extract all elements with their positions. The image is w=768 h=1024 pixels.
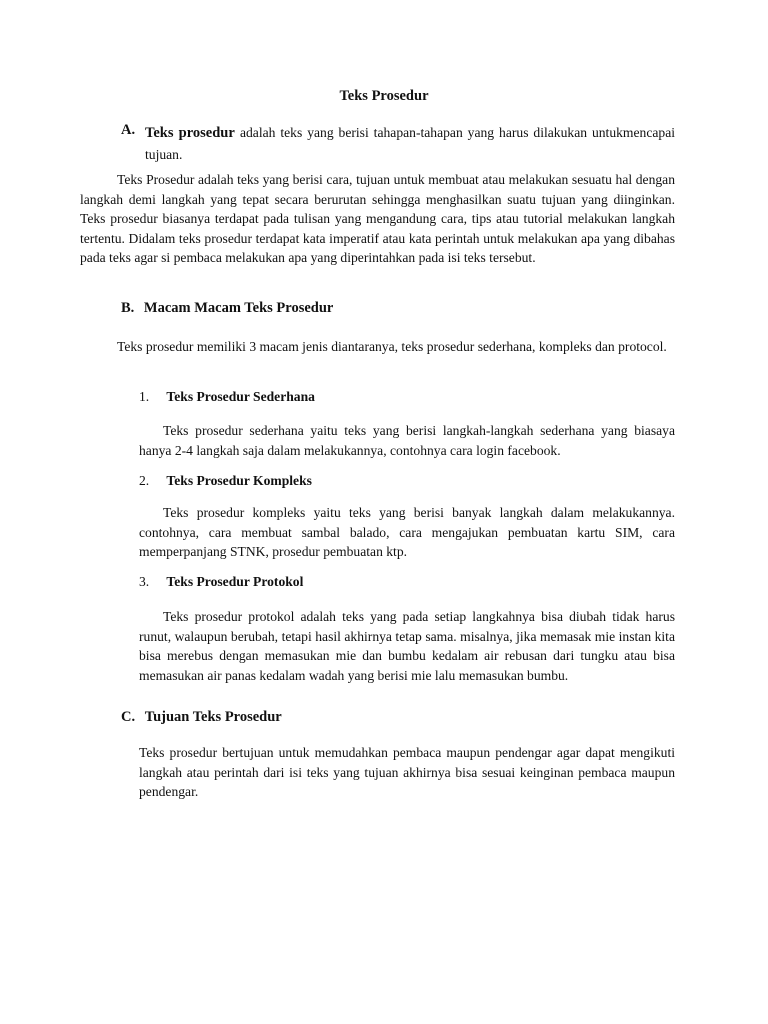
list-item-1-number: 1. bbox=[139, 389, 150, 404]
document-title: Teks Prosedur bbox=[339, 88, 429, 104]
list-item-3-heading bbox=[139, 574, 303, 590]
list-item-2-text: Teks prosedur kompleks yaitu teks yang berisi banyak langkah dalam melakukannya. contohnya, cara membuat sambal balado, cara mengajukan pembuatan kartu SIM, cara memperpanjang STNK, prosedur pembuatan ktp. bbox=[139, 505, 675, 560]
section-c-paragraph: Teks prosedur bertujuan untuk memudahkan pembaca maupun pendengar agar dapat mengikuti langkah atau perintah dari isi teks yang tujuan akhirnya bisa sesuai keinginan pembaca maupun pendengar. bbox=[139, 745, 675, 800]
section-a-definition: adalah teks yang berisi tahapan-tahapan yang harus dilakukan untukmencapai tujuan. bbox=[145, 125, 676, 162]
section-b-heading bbox=[121, 300, 333, 317]
section-c-title: Tujuan Teks Prosedur bbox=[144, 709, 282, 725]
list-item-3-text: Teks prosedur protokol adalah teks yang pada setiap langkahnya bisa diubah tidak harus runut, walaupun berubah, tetapi hasil akhirnya tetap sama. misalnya, jika memasak mie instan kita bisa merebus dengan memasukan mie dan bumbu kedalam air rebusan dari tungku atau bisa memasukan air panas kedalam wadah yang berisi mie lalu memasukan bumbu. bbox=[139, 609, 675, 683]
section-a-term: Teks prosedur bbox=[145, 125, 235, 141]
section-a-letter: A. bbox=[121, 122, 136, 138]
list-item-2-number: 2. bbox=[139, 473, 150, 488]
section-c-heading bbox=[121, 709, 282, 726]
section-b-letter: B. bbox=[121, 300, 135, 316]
section-b-paragraph: Teks prosedur memiliki 3 macam jenis diantaranya, teks prosedur sederhana, kompleks dan protocol. bbox=[117, 339, 667, 354]
section-a bbox=[121, 122, 675, 166]
list-item-2-label: Teks Prosedur Kompleks bbox=[166, 473, 312, 488]
list-item-1-label: Teks Prosedur Sederhana bbox=[166, 389, 315, 404]
section-c-letter: C. bbox=[121, 709, 136, 725]
list-item-3-number: 3. bbox=[139, 574, 150, 589]
list-item-2-heading bbox=[139, 473, 312, 489]
list-item-3-label: Teks Prosedur Protokol bbox=[166, 574, 304, 589]
intro-paragraph: Teks Prosedur adalah teks yang berisi cara, tujuan untuk membuat atau melakukan sesuatu hal dengan langkah demi langkah yang tepat secara berurutan sehingga menghasilkan suatu tujuan yang diinginkan. Teks prosedur biasanya terdapat pada tulisan yang mengandung cara, tips atau tutorial melakukan langkah tertentu. Didalam teks prosedur terdapat kata imperatif atau kata perintah untuk melakukan apa yang dibahas pada teks agar si pembaca melakukan apa yang diperintahkan pada isi teks tersebut. bbox=[80, 172, 675, 266]
list-item-1-text: Teks prosedur sederhana yaitu teks yang berisi langkah-langkah sederhana yang biasaya hanya 2-4 langkah saja dalam melakukannya, contohnya cara login facebook. bbox=[139, 423, 675, 458]
section-b-title: Macam Macam Teks Prosedur bbox=[143, 300, 334, 316]
list-item-1-heading bbox=[139, 389, 315, 405]
